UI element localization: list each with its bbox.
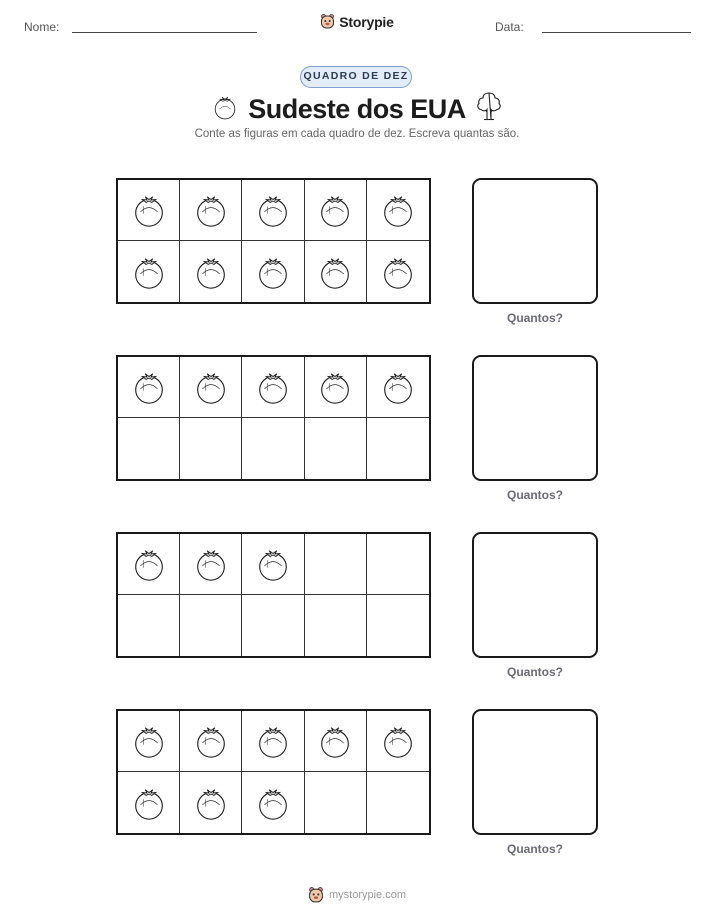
ten-frame-cell	[242, 418, 304, 479]
ten-frame-cell	[305, 357, 367, 418]
ten-frame-cell	[367, 711, 429, 772]
ten-frame-cell	[242, 241, 304, 302]
tomato-icon	[130, 783, 168, 823]
ten-frame	[116, 709, 431, 835]
ten-frame-cell	[242, 772, 304, 833]
ten-frame-cell	[180, 418, 242, 479]
tomato-icon	[254, 721, 292, 761]
brand-name: Storypie	[339, 13, 394, 30]
ten-frame-cell	[305, 534, 367, 595]
ten-frame-cell	[242, 534, 304, 595]
tomato-icon	[130, 252, 168, 292]
storypie-mascot-icon	[320, 13, 335, 30]
ten-frame-cell	[367, 418, 429, 479]
ten-frame-cell	[242, 711, 304, 772]
answer-box[interactable]	[472, 709, 598, 835]
tomato-icon	[192, 544, 230, 584]
page-title: Sudeste dos EUA	[248, 94, 466, 124]
ten-frame-cell	[180, 357, 242, 418]
ten-frame-cell	[118, 241, 180, 302]
storypie-mascot-icon	[308, 886, 324, 904]
tomato-icon	[254, 190, 292, 230]
tomato-icon	[254, 544, 292, 584]
tomato-icon	[254, 783, 292, 823]
date-field[interactable]	[542, 32, 691, 33]
tomato-icon	[379, 721, 417, 761]
ten-frame-cell	[118, 595, 180, 656]
answer-prompt: Quantos?	[507, 311, 563, 325]
ten-frame-cell	[305, 241, 367, 302]
ten-frame-cell	[118, 180, 180, 241]
answer-box[interactable]	[472, 355, 598, 481]
tomato-icon	[130, 190, 168, 230]
ten-frame-cell	[180, 595, 242, 656]
ten-frame-cell	[180, 711, 242, 772]
ten-frame-cell	[367, 534, 429, 595]
tomato-icon	[316, 721, 354, 761]
tomato-icon	[192, 721, 230, 761]
ten-frame	[116, 355, 431, 481]
answer-prompt: Quantos?	[507, 842, 563, 856]
ten-frame-cell	[180, 772, 242, 833]
ten-frame-cell	[305, 711, 367, 772]
tomato-icon	[316, 190, 354, 230]
ten-frame	[116, 532, 431, 658]
ten-frame	[116, 178, 431, 304]
tomato-icon	[192, 190, 230, 230]
ten-frame-cell	[118, 711, 180, 772]
tomato-icon	[379, 367, 417, 407]
ten-frame-cell	[242, 357, 304, 418]
ten-frame-cell	[118, 418, 180, 479]
ten-frame-cell	[118, 357, 180, 418]
ten-frame-cell	[118, 534, 180, 595]
answer-prompt: Quantos?	[507, 665, 563, 679]
answer-box[interactable]	[472, 532, 598, 658]
tomato-icon	[192, 252, 230, 292]
ten-frame-cell	[367, 241, 429, 302]
tomato-icon	[254, 367, 292, 407]
ten-frame-cell	[305, 772, 367, 833]
tomato-icon	[130, 367, 168, 407]
ten-frame-cell	[118, 772, 180, 833]
footer	[0, 886, 714, 909]
tomato-icon	[192, 367, 230, 407]
ten-frame-cell	[180, 241, 242, 302]
answer-box[interactable]	[472, 178, 598, 304]
tomato-icon	[379, 252, 417, 292]
tree-icon	[475, 90, 503, 122]
ten-frame-cell	[305, 418, 367, 479]
tomato-icon	[192, 783, 230, 823]
ten-frame-cell	[367, 357, 429, 418]
ten-frame-cell	[367, 180, 429, 241]
ten-frame-cell	[180, 534, 242, 595]
instructions: Conte as figuras em cada quadro de dez. Escreva quantas são.	[194, 128, 520, 140]
worksheet-type-badge: QUADRO DE DEZ	[300, 66, 412, 88]
tomato-icon	[316, 252, 354, 292]
footer-url: mystorypie.com	[328, 889, 407, 901]
tomato-icon	[379, 190, 417, 230]
tomato-icon	[316, 367, 354, 407]
tomato-icon	[254, 252, 292, 292]
answer-prompt: Quantos?	[507, 488, 563, 502]
date-label: Data:	[495, 20, 524, 34]
tomato-icon	[211, 92, 239, 122]
tomato-icon	[130, 544, 168, 584]
ten-frame-cell	[305, 595, 367, 656]
ten-frame-cell	[242, 180, 304, 241]
ten-frame-cell	[367, 595, 429, 656]
ten-frame-cell	[180, 180, 242, 241]
name-label: Nome:	[24, 20, 60, 34]
ten-frame-cell	[242, 595, 304, 656]
ten-frame-cell	[305, 180, 367, 241]
ten-frame-cell	[367, 772, 429, 833]
tomato-icon	[130, 721, 168, 761]
